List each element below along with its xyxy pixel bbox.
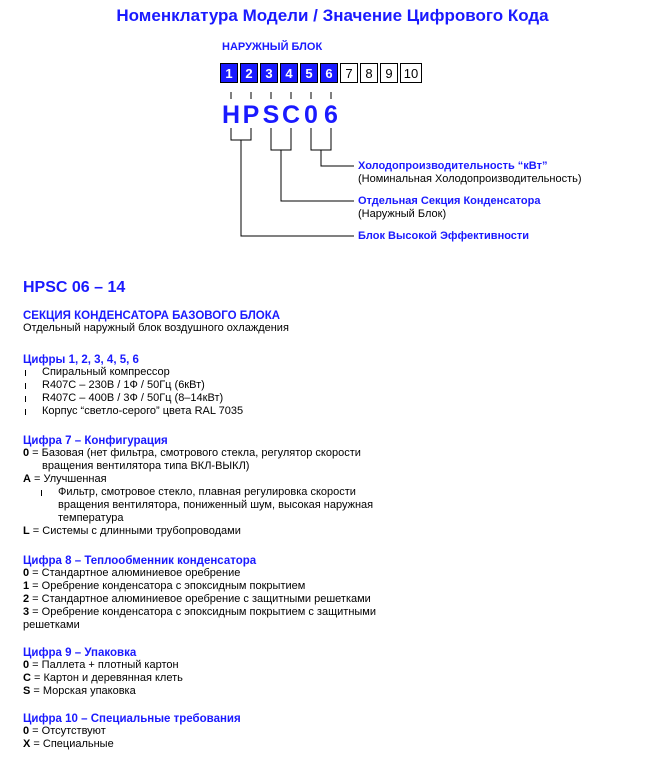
list-item: A = Улучшенная	[23, 473, 107, 485]
list-item: 0 = Базовая (нет фильтра, смотрового стекла, регулятор скорости	[23, 447, 361, 459]
digits-1-6-title: Цифры 1, 2, 3, 4, 5, 6	[23, 354, 139, 366]
list-item: Фильтр, смотровое стекло, плавная регулировка скорости	[39, 486, 373, 499]
list-item-cont: вращения вентилятора типа ВКЛ-ВЫКЛ)	[42, 460, 250, 472]
digit8-title: Цифра 8 – Теплообменник конденсатора	[23, 555, 257, 567]
code-digit-6: 6	[324, 101, 338, 129]
code-letter-p: P	[242, 101, 260, 129]
code-letter-c: C	[281, 101, 301, 129]
digit-box-7: 7	[340, 63, 358, 83]
digit-box-6: 6	[320, 63, 338, 83]
legend-condenser-sub: (Наружный Блок)	[358, 208, 447, 220]
digit-box-3: 3	[260, 63, 278, 83]
digit9-title: Цифра 9 – Упаковка	[23, 647, 137, 659]
list-item: 0 = Отсутствуют	[23, 725, 106, 737]
code-letter-h: H	[221, 101, 241, 129]
list-item: 1 = Оребрение конденсатора с эпоксидным покрытием	[23, 580, 306, 592]
digit-box-2: 2	[240, 63, 258, 83]
model-heading: HPSC 06 – 14	[23, 279, 126, 296]
digit10-block	[23, 713, 241, 751]
digit-box-4: 4	[280, 63, 298, 83]
digit-box-1: 1	[220, 63, 238, 83]
list-item-cont: решетками	[23, 619, 80, 631]
digit7-block	[23, 435, 373, 538]
digits-1-6-block	[23, 354, 243, 418]
list-item: X = Специальные	[23, 738, 114, 750]
code-digit-0: 0	[304, 101, 318, 129]
list-item: 3 = Оребрение конденсатора с эпоксидным покрытием с защитными	[23, 606, 377, 618]
legend-cooling-title: Холодопроизводительность “кВт”	[358, 160, 548, 172]
list-item: S = Морская упаковка	[23, 685, 136, 697]
list-item: R407C – 230В / 1Ф / 50Гц (6кВт)	[23, 379, 243, 392]
code-letter-s: S	[262, 101, 280, 129]
digit-box-10: 10	[400, 63, 422, 83]
list-item: Спиральный компрессор	[23, 366, 243, 379]
list-item: Корпус “светло-серого” цвета RAL 7035	[23, 405, 243, 418]
section-subtitle: Отдельный наружный блок воздушного охлаждения	[23, 322, 289, 334]
list-item: C = Картон и деревянная клеть	[23, 672, 183, 684]
digit-box-5: 5	[300, 63, 318, 83]
legend-efficiency-title: Блок Высокой Эффективности	[358, 230, 530, 242]
digit-box-8: 8	[360, 63, 378, 83]
list-item: 0 = Паллета + плотный картон	[23, 659, 179, 671]
list-item: L = Системы с длинными трубопроводами	[23, 525, 241, 537]
digit9-block	[23, 647, 183, 698]
list-item-cont: вращения вентилятора, пониженный шум, высокая наружная	[58, 499, 374, 511]
list-item: R407C – 400В / 3Ф / 50Гц (8–14кВт)	[23, 392, 243, 405]
page-title: Номенклатура Модели / Значение Цифрового Кода	[116, 6, 549, 25]
digit10-title: Цифра 10 – Специальные требования	[23, 713, 241, 725]
digit7-title: Цифра 7 – Конфигурация	[23, 435, 168, 447]
list-item-cont: температура	[58, 512, 124, 524]
bracket-lines	[0, 0, 665, 260]
section-block	[23, 310, 289, 335]
list-item: 0 = Стандартное алюминиевое оребрение	[23, 567, 241, 579]
legend-cooling-sub: (Номинальная Холодопроизводительность)	[358, 173, 582, 185]
digit8-block	[23, 555, 376, 632]
unit-title: НАРУЖНЫЙ БЛОК	[222, 41, 323, 53]
section-title: СЕКЦИЯ КОНДЕНСАТОРА БАЗОВОГО БЛОКА	[23, 310, 281, 322]
list-item: 2 = Стандартное алюминиевое оребрение с защитными решетками	[23, 593, 371, 605]
digit-box-9: 9	[380, 63, 398, 83]
legend-condenser-title: Отдельная Секция Конденсатора	[358, 195, 541, 207]
